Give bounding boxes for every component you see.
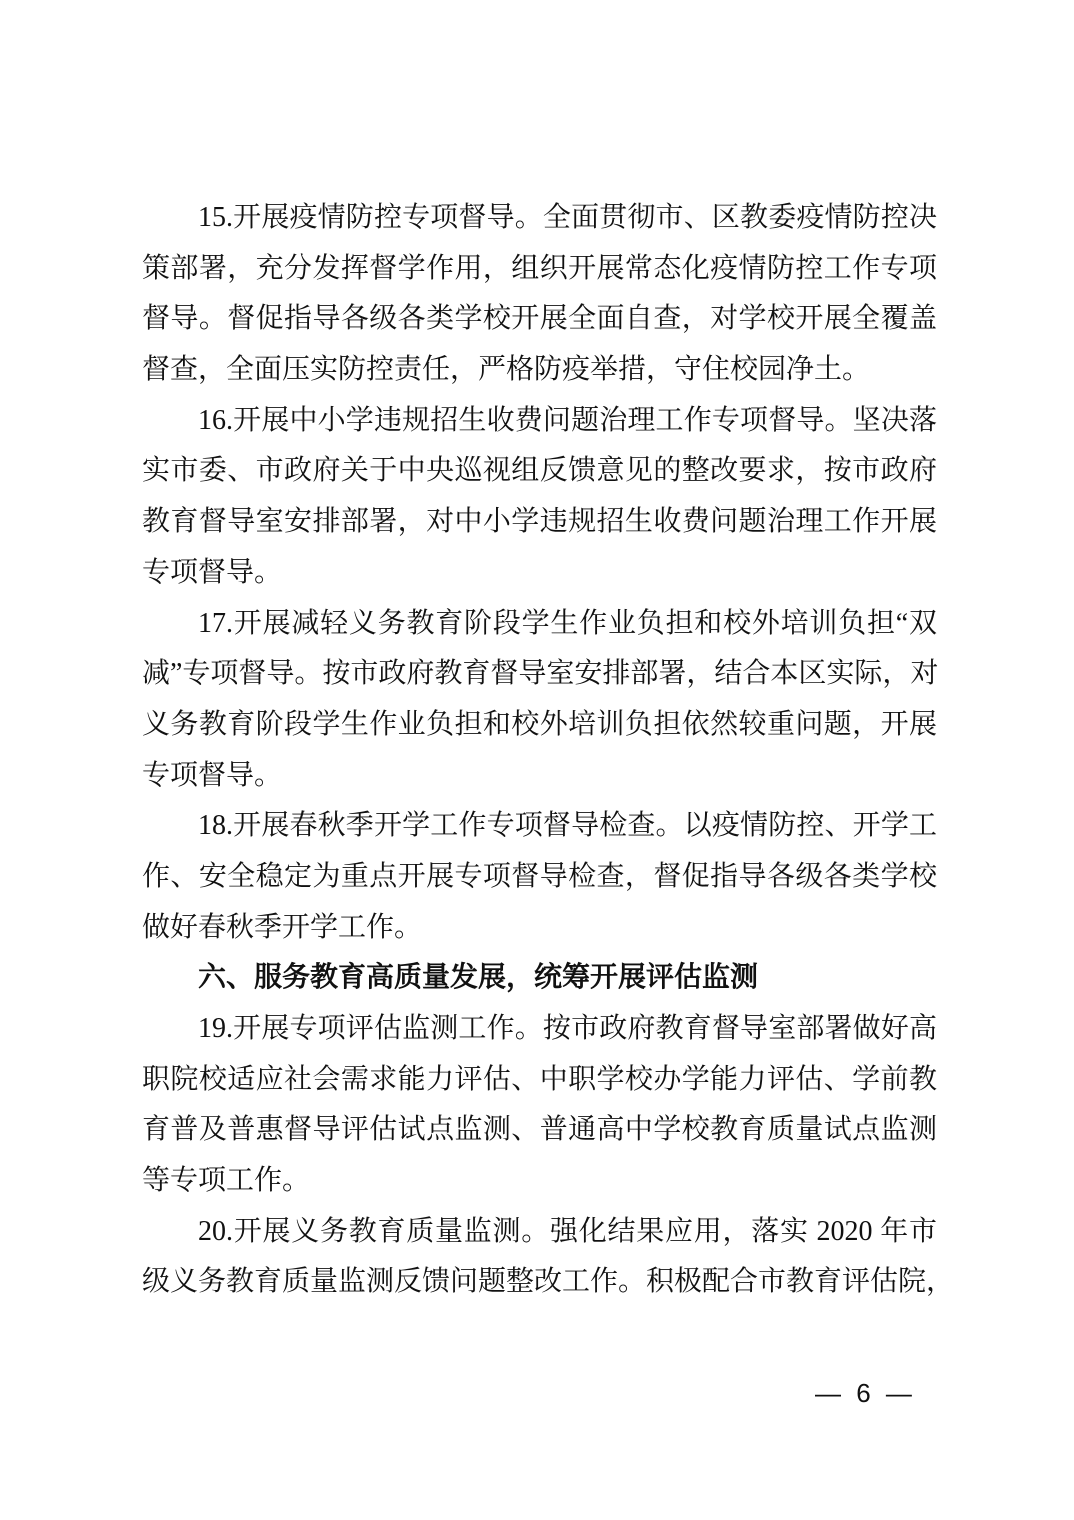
text-line: 策部署，充分发挥督学作用，组织开展常态化疫情防控工作专项	[142, 252, 937, 284]
paragraph	[142, 1207, 955, 1308]
paragraph	[142, 1004, 937, 1207]
text-line: 15.开展疫情防控专项督导。全面贯彻市、区教委疫情防控决	[198, 202, 937, 233]
text-line: 做好春秋季开学工作。	[142, 911, 423, 943]
document-body	[142, 193, 955, 1308]
text-line: 16.开展中小学违规招生收费问题治理工作专项督导。坚决落	[198, 404, 937, 436]
paragraph	[142, 599, 937, 802]
page-number: — 6 —	[815, 1378, 912, 1408]
text-line: 减”专项督导。按市政府教育督导室安排部署，结合本区实际，对	[142, 658, 939, 690]
text-line: 实市委、市政府关于中央巡视组反馈意见的整改要求，按市政府	[142, 455, 937, 487]
text-line: 专项督导。	[142, 759, 283, 791]
text-line: 17.开展减轻义务教育阶段学生作业负担和校外培训负担“双	[198, 607, 937, 639]
section-heading	[142, 953, 937, 1004]
paragraph	[142, 801, 937, 953]
text-line: 作、安全稳定为重点开展专项督导检查，督促指导各级各类学校	[142, 860, 937, 892]
paragraph	[142, 396, 937, 599]
text-line: 19.开展专项评估监测工作。按市政府教育督导室部署做好高	[198, 1013, 937, 1044]
text-line: 教育督导室安排部署，对中小学违规招生收费问题治理工作开展	[142, 506, 937, 538]
text-line: 等专项工作。	[142, 1165, 311, 1197]
text-line: 20.开展义务教育质量监测。强化结果应用，落实 2020 年市	[198, 1215, 937, 1247]
paragraph	[142, 193, 937, 396]
text-line: 18.开展春秋季开学工作专项督导检查。以疫情防控、开学工	[198, 810, 937, 842]
text-line: 级义务教育质量监测反馈问题整改工作。积极配合市教育评估院，	[142, 1266, 955, 1298]
text-line: 督查，全面压实防控责任，严格防疫举措，守住校园净土。	[142, 354, 871, 386]
text-line: 专项督导。	[142, 556, 283, 588]
text-line: 六、服务教育高质量发展，统筹开展评估监测	[198, 962, 759, 994]
text-line: 义务教育阶段学生作业负担和校外培训负担依然较重问题，开展	[142, 708, 937, 740]
text-line: 育普及普惠督导评估试点监测、普通高中学校教育质量试点监测	[142, 1114, 937, 1146]
text-line: 职院校适应社会需求能力评估、中职学校办学能力评估、学前教	[142, 1063, 937, 1095]
text-line: 督导。督促指导各级各类学校开展全面自查，对学校开展全覆盖	[142, 303, 937, 335]
